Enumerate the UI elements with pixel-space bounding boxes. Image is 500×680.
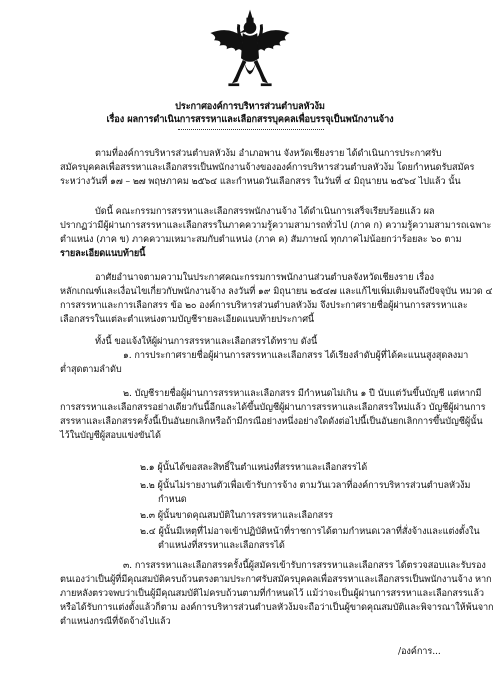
sub-item-2-1: ๒.๑ ผู้นั้นได้ขอสละสิทธิ์ในตำแหน่งที่สรรหาและเลือกสรรได้ xyxy=(140,462,368,473)
paragraph-3-line: อาศัยอำนาจตามความในประกาศคณะกรรมการพนักงานส่วนตำบลจังหวัดเชียงราย เรื่อง xyxy=(95,272,434,283)
item-3-line: ตำแหน่งกรณีที่จัดจ้างไปแล้ว xyxy=(60,616,171,627)
paragraph-3-line: การสรรหาและการเลือกสรร ข้อ ๒๐ องค์การบริหารส่วนตำบลหัวง้ม จึงประกาศรายชื่อผู้ผ่านการสรรหาและ xyxy=(60,300,468,311)
item-1-line: ต่ำสุดตามลำดับ xyxy=(60,364,122,375)
paragraph-3-line: หลักเกณฑ์และเงื่อนไขเกี่ยวกับพนักงานจ้าง ลงวันที่ ๑๙ มิถุนายน ๒๕๔๗ และแก้ไขเพิ่มเติมจนถึงปัจจุบัน หมวด ๔ xyxy=(60,286,493,297)
page-continuation: /องค์การ... xyxy=(398,646,441,657)
paragraph-2-line: รายละเอียดแนบท้ายนี้ xyxy=(60,248,146,259)
paragraph-3-line: เลือกสรรในแต่ละตำแหน่งตามบัญชีรายละเอียดแนบท้ายประกาศนี้ xyxy=(60,314,315,325)
sub-item-2-2: ๒.๒ ผู้นั้นไม่รายงานตัวเพื่อเข้ารับการจ้าง ตามวันเวลาที่องค์การบริหารส่วนตำบลหัวง้ม xyxy=(140,480,471,491)
title-divider xyxy=(178,129,324,130)
sub-item-2-4-cont: ตำแหน่งที่สรรหาและเลือกสรรได้ xyxy=(158,540,285,551)
sub-item-2-3: ๒.๓ ผู้นั้นขาดคุณสมบัติในการสรรหาและเลือกสรร xyxy=(140,510,333,521)
paragraph-1-line: ตามที่องค์การบริหารส่วนตำบลหัวง้ม อำเภอพาน จังหวัดเชียงราย ได้ดำเนินการประกาศรับ xyxy=(95,148,442,159)
paragraph-1-line: สมัครบุคคลเพื่อสรรหาและเลือกสรรเป็นพนักงานจ้างขององค์การบริหารส่วนตำบลหัวง้ม โดยกำหนดรับสมัคร xyxy=(60,162,475,173)
item-2-line: สรรหาและเลือกสรรครั้งนี้เป็นอันยกเลิกหรือถ้ามีกรณีอย่างหนึ่งอย่างใดดังต่อไปนี้เป็นอันยกเลิกการขึ้นบัญชีผู้นั้น xyxy=(60,416,483,427)
garuda-emblem-icon xyxy=(205,6,295,96)
paragraph-2-line: ปรากฏว่ามีผู้ผ่านการสรรหาและเลือกสรรในภาคความรู้ความสามารถทั่วไป (ภาค ก) ความรู้ความสามารถเฉพาะ xyxy=(60,220,492,231)
paragraph-1-line: ระหว่างวันที่ ๑๗ – ๒๗ พฤษภาคม ๒๕๖๔ และกำหนดวันเลือกสรร ในวันที่ ๔ มิถุนายน ๒๕๖๔ ไปแล้ว นั้น xyxy=(60,176,461,187)
item-3-line: หรือได้รับการแต่งตั้งแล้วก็ตาม องค์การบริหารส่วนตำบลหัวง้มจะถือว่าเป็นผู้ขาดคุณสมบัติและพิจารณาให้พ้นจาก xyxy=(60,602,494,613)
paragraph-2-line: ตำแหน่ง (ภาค ข) ภาคความเหมาะสมกับตำแหน่ง (ภาค ค) สัมภาษณ์ ทุกภาคไม่น้อยกว่าร้อยละ ๖๐ ตาม xyxy=(60,234,462,245)
item-3-line: ๓. การสรรหาและเลือกสรรครั้งนี้ผู้สมัครเข้ารับการสรรหาและเลือกสรร ได้ตรวจสอบและรับรอง xyxy=(123,560,486,571)
sub-item-2-4: ๒.๔ ผู้นั้นมีเหตุที่ไม่อาจเข้าปฏิบัติหน้าที่ราชการได้ตามกำหนดเวลาที่สั่งจ้างและแต่งตั้งใน xyxy=(140,526,480,537)
item-2-line: ๒. บัญชีรายชื่อผู้ผ่านการสรรหาและเลือกสรร มีกำหนดไม่เกิน ๑ ปี นับแต่วันขึ้นบัญชี แต่หากมี xyxy=(123,388,482,399)
item-1-line: ๑. การประกาศรายชื่อผู้ผ่านการสรรหาและเลือกสรร ได้เรียงลำดับผู้ที่ได้คะแนนสูงสุดลงมา xyxy=(123,350,469,361)
item-2-line: การสรรหาและเลือกสรรอย่างเดียวกันนี้อีกและได้ขึ้นบัญชีผู้ผ่านการสรรหาและเลือกสรรใหม่แล้ว บัญชีผู้ผ่านการ xyxy=(60,402,486,413)
item-2-line: ไว้ในบัญชีผู้สอบแข่งขันได้ xyxy=(60,430,161,441)
document-title: ประกาศองค์การบริหารส่วนตำบลหัวง้ม xyxy=(175,101,325,112)
item-3-line: ตนเองว่าเป็นผู้ที่มีคุณสมบัติครบถ้วนตรงตามประกาศรับสมัครบุคคลเพื่อสรรหาและเลือกสรรเป็นพนักงานจ้าง หาก xyxy=(60,574,492,585)
document-subject: เรื่อง ผลการดำเนินการสรรหาและเลือกสรรบุคคลเพื่อบรรจุเป็นพนักงานจ้าง xyxy=(106,114,394,125)
paragraph-2-line: บัดนี้ คณะกรรมการสรรหาและเลือกสรรพนักงานจ้าง ได้ดำเนินการเสร็จเรียบร้อยแล้ว ผล xyxy=(95,206,435,217)
sub-item-2-2-cont: กำหนด xyxy=(158,494,187,505)
paragraph-4-intro: ทั้งนี้ ขอแจ้งให้ผู้ผ่านการสรรหาและเลือกสรรได้ทราบ ดังนี้ xyxy=(95,336,318,347)
item-3-line: ภายหลังตรวจพบว่าเป็นผู้มีคุณสมบัติไม่ครบถ้วนตามที่กำหนดไว้ แม้ว่าจะเป็นผู้ผ่านการสรรหาและเลือกสรรแล้ว xyxy=(60,588,484,599)
